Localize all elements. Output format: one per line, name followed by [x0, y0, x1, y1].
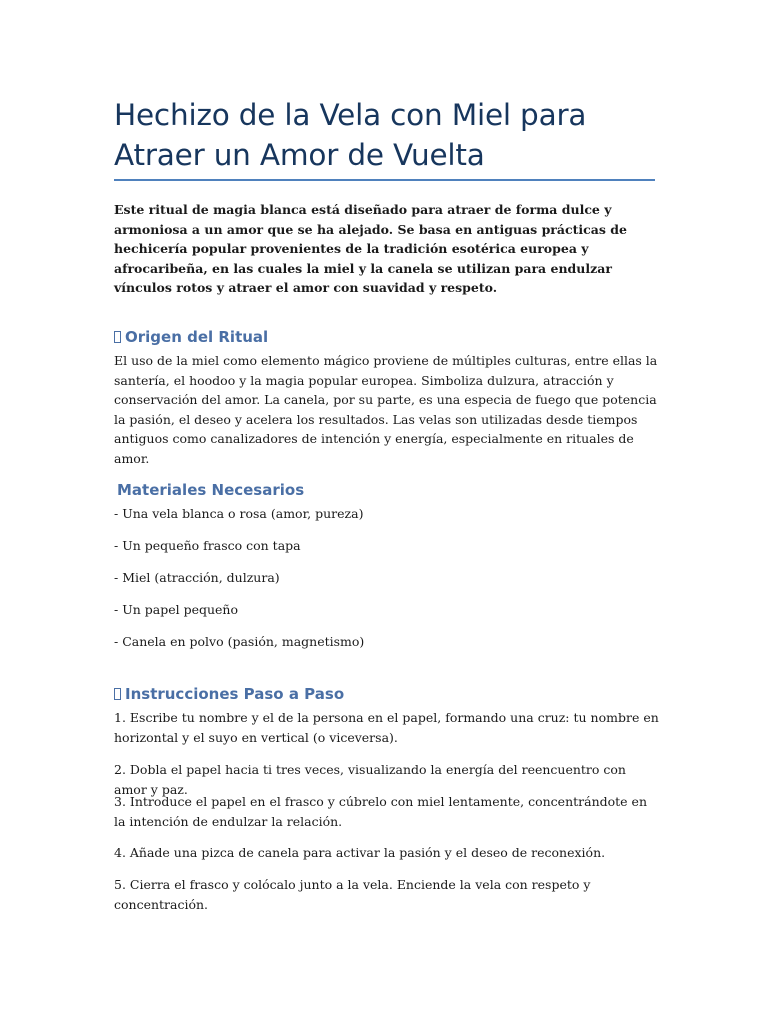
instruction-step: 1. Escribe tu nombre y el de la persona en el papel, formando una cruz: tu nombre en horizontal y el suyo en vertical (o viceversa). — [114, 710, 659, 745]
materials-heading-text: Materiales Necesarios — [117, 481, 305, 499]
instruction-step: 5. Cierra el frasco y colócalo junto a la vela. Enciende la vela con respeto y concentración. — [114, 877, 591, 912]
instruction-step: 4. Añade una pizca de canela para activar la pasión y el deseo de reconexión. — [114, 845, 606, 860]
materials-item: - Canela en polvo (pasión, magnetismo) — [114, 634, 365, 649]
instructions-heading — [114, 684, 344, 704]
missing-glyph-icon — [114, 688, 121, 700]
origin-body: El uso de la miel como elemento mágico proviene de múltiples culturas, entre ellas la santería, el hoodoo y la magia popular europea. Simboliza dulzura, atracción y conservación del amor. La canela, por su parte, es una especia de fuego que potencia la pasión, el deseo y acelera los resultados. Las velas son utilizadas desde tiempos antiguos como canalizadores de intención y energía, especialmente en rituales de amor. — [114, 353, 658, 466]
title-underline — [114, 179, 655, 181]
intro-paragraph: Este ritual de magia blanca está diseñado para atraer de forma dulce y armoniosa a un amor que se ha alejado. Se basa en antiguas prácticas de hechicería popular provenientes de la tradición esotérica europea y afrocaribeña, en las cuales la miel y la canela se utilizan para endulzar vínculos rotos y atraer el amor con suavidad y respeto. — [114, 202, 627, 295]
materials-item: - Un papel pequeño — [114, 602, 239, 617]
origin-heading — [114, 327, 268, 347]
page-title: Hechizo de la Vela con Miel para Atraer un Amor de Vuelta — [114, 98, 587, 172]
instruction-step: 3. Introduce el papel en el frasco y cúbrelo con miel lentamente, concentrándote en la intención de endulzar la relación. — [114, 794, 648, 829]
instruction-step: 2. Dobla el papel hacia ti tres veces, visualizando la energía del reencuentro con amor y paz. — [114, 762, 626, 797]
materials-item: - Miel (atracción, dulzura) — [114, 570, 280, 585]
materials-item: - Una vela blanca o rosa (amor, pureza) — [114, 506, 364, 521]
origin-heading-text: Origen del Ritual — [125, 328, 269, 346]
materials-heading — [117, 480, 304, 500]
instructions-heading-text: Instrucciones Paso a Paso — [125, 685, 345, 703]
missing-glyph-icon — [114, 331, 121, 343]
materials-item: - Un pequeño frasco con tapa — [114, 538, 301, 553]
